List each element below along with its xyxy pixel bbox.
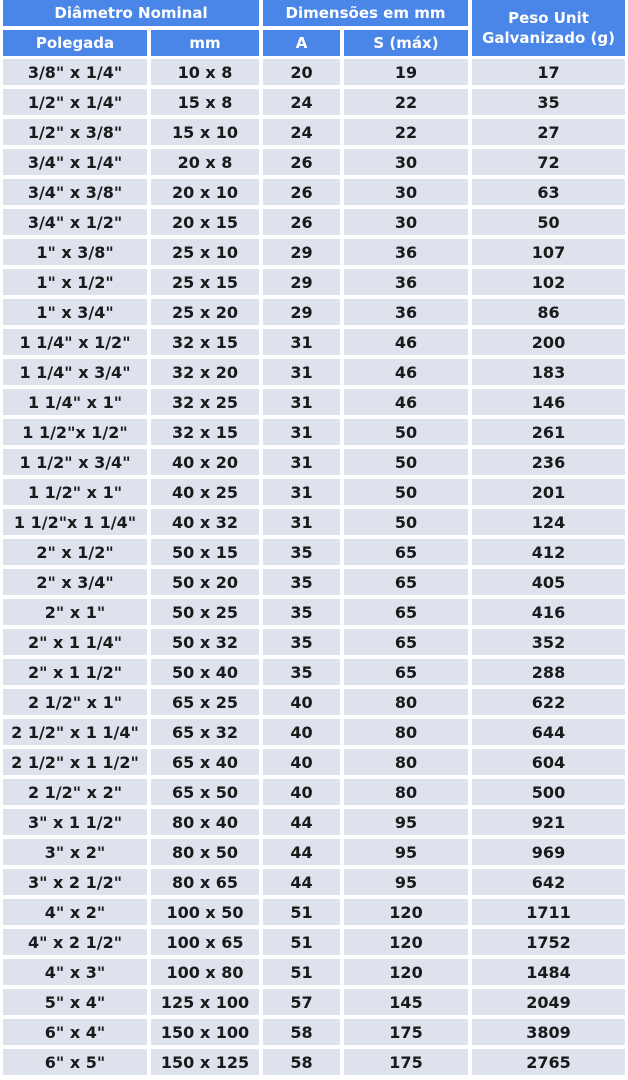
cell-peso: 200 xyxy=(472,329,625,355)
cell-polegada: 1 1/4" x 1" xyxy=(3,389,147,415)
cell-a: 31 xyxy=(263,449,340,475)
cell-mm: 65 x 50 xyxy=(151,779,259,805)
cell-mm: 65 x 40 xyxy=(151,749,259,775)
cell-polegada: 1" x 3/8" xyxy=(3,239,147,265)
cell-a: 29 xyxy=(263,239,340,265)
cell-a: 58 xyxy=(263,1019,340,1045)
cell-mm: 20 x 15 xyxy=(151,209,259,235)
cell-peso: 63 xyxy=(472,179,625,205)
cell-polegada: 1 1/4" x 1/2" xyxy=(3,329,147,355)
cell-peso: 288 xyxy=(472,659,625,685)
cell-mm: 50 x 25 xyxy=(151,599,259,625)
cell-peso: 969 xyxy=(472,839,625,865)
cell-a: 35 xyxy=(263,539,340,565)
cell-s-max: 22 xyxy=(344,89,468,115)
cell-a: 51 xyxy=(263,899,340,925)
cell-s-max: 50 xyxy=(344,509,468,535)
cell-mm: 65 x 32 xyxy=(151,719,259,745)
cell-mm: 50 x 15 xyxy=(151,539,259,565)
cell-peso: 17 xyxy=(472,59,625,85)
cell-mm: 150 x 100 xyxy=(151,1019,259,1045)
cell-s-max: 80 xyxy=(344,689,468,715)
cell-mm: 32 x 25 xyxy=(151,389,259,415)
cell-a: 31 xyxy=(263,419,340,445)
cell-mm: 10 x 8 xyxy=(151,59,259,85)
cell-mm: 80 x 40 xyxy=(151,809,259,835)
cell-s-max: 120 xyxy=(344,899,468,925)
cell-peso: 72 xyxy=(472,149,625,175)
cell-s-max: 95 xyxy=(344,869,468,895)
cell-peso: 35 xyxy=(472,89,625,115)
cell-polegada: 3" x 2 1/2" xyxy=(3,869,147,895)
cell-mm: 50 x 32 xyxy=(151,629,259,655)
cell-polegada: 4" x 2" xyxy=(3,899,147,925)
header-dimensoes: Dimensões em mm xyxy=(263,0,468,26)
cell-peso: 405 xyxy=(472,569,625,595)
cell-s-max: 65 xyxy=(344,629,468,655)
cell-polegada: 1/2" x 1/4" xyxy=(3,89,147,115)
cell-a: 40 xyxy=(263,719,340,745)
cell-peso: 604 xyxy=(472,749,625,775)
cell-polegada: 1" x 1/2" xyxy=(3,269,147,295)
cell-mm: 100 x 80 xyxy=(151,959,259,985)
cell-polegada: 3" x 2" xyxy=(3,839,147,865)
cell-mm: 80 x 50 xyxy=(151,839,259,865)
cell-polegada: 2" x 1/2" xyxy=(3,539,147,565)
cell-peso: 102 xyxy=(472,269,625,295)
cell-a: 31 xyxy=(263,329,340,355)
cell-mm: 100 x 50 xyxy=(151,899,259,925)
cell-s-max: 30 xyxy=(344,209,468,235)
cell-a: 29 xyxy=(263,269,340,295)
cell-polegada: 2 1/2" x 2" xyxy=(3,779,147,805)
cell-a: 26 xyxy=(263,179,340,205)
cell-mm: 20 x 8 xyxy=(151,149,259,175)
cell-mm: 25 x 10 xyxy=(151,239,259,265)
cell-peso: 3809 xyxy=(472,1019,625,1045)
cell-peso: 86 xyxy=(472,299,625,325)
cell-peso: 27 xyxy=(472,119,625,145)
cell-s-max: 50 xyxy=(344,479,468,505)
cell-a: 24 xyxy=(263,119,340,145)
cell-mm: 80 x 65 xyxy=(151,869,259,895)
cell-s-max: 36 xyxy=(344,239,468,265)
cell-polegada: 1 1/2" x 1" xyxy=(3,479,147,505)
cell-s-max: 30 xyxy=(344,149,468,175)
cell-polegada: 2" x 1 1/4" xyxy=(3,629,147,655)
cell-polegada: 6" x 4" xyxy=(3,1019,147,1045)
cell-mm: 40 x 25 xyxy=(151,479,259,505)
header-polegada: Polegada xyxy=(3,30,147,56)
cell-s-max: 50 xyxy=(344,419,468,445)
cell-peso: 1711 xyxy=(472,899,625,925)
cell-s-max: 30 xyxy=(344,179,468,205)
cell-mm: 32 x 20 xyxy=(151,359,259,385)
cell-a: 31 xyxy=(263,509,340,535)
cell-s-max: 120 xyxy=(344,959,468,985)
cell-a: 29 xyxy=(263,299,340,325)
cell-polegada: 2" x 1 1/2" xyxy=(3,659,147,685)
cell-a: 40 xyxy=(263,779,340,805)
cell-polegada: 3/4" x 3/8" xyxy=(3,179,147,205)
cell-peso: 622 xyxy=(472,689,625,715)
cell-polegada: 3/8" x 1/4" xyxy=(3,59,147,85)
cell-mm: 15 x 8 xyxy=(151,89,259,115)
cell-a: 51 xyxy=(263,959,340,985)
cell-polegada: 3" x 1 1/2" xyxy=(3,809,147,835)
cell-polegada: 2" x 1" xyxy=(3,599,147,625)
cell-s-max: 95 xyxy=(344,809,468,835)
cell-a: 35 xyxy=(263,659,340,685)
header-mm: mm xyxy=(151,30,259,56)
cell-a: 31 xyxy=(263,359,340,385)
cell-s-max: 65 xyxy=(344,569,468,595)
cell-polegada: 1 1/4" x 3/4" xyxy=(3,359,147,385)
cell-mm: 25 x 20 xyxy=(151,299,259,325)
cell-polegada: 1" x 3/4" xyxy=(3,299,147,325)
cell-s-max: 36 xyxy=(344,299,468,325)
cell-s-max: 46 xyxy=(344,329,468,355)
cell-peso: 500 xyxy=(472,779,625,805)
cell-peso: 183 xyxy=(472,359,625,385)
cell-a: 35 xyxy=(263,569,340,595)
cell-s-max: 19 xyxy=(344,59,468,85)
cell-s-max: 46 xyxy=(344,359,468,385)
cell-mm: 65 x 25 xyxy=(151,689,259,715)
cell-s-max: 175 xyxy=(344,1019,468,1045)
cell-peso: 921 xyxy=(472,809,625,835)
cell-s-max: 50 xyxy=(344,449,468,475)
cell-peso: 107 xyxy=(472,239,625,265)
cell-a: 20 xyxy=(263,59,340,85)
cell-a: 44 xyxy=(263,809,340,835)
cell-a: 35 xyxy=(263,629,340,655)
cell-a: 44 xyxy=(263,869,340,895)
cell-peso: 2765 xyxy=(472,1049,625,1075)
cell-peso: 642 xyxy=(472,869,625,895)
cell-polegada: 5" x 4" xyxy=(3,989,147,1015)
cell-s-max: 145 xyxy=(344,989,468,1015)
cell-mm: 125 x 100 xyxy=(151,989,259,1015)
cell-mm: 40 x 32 xyxy=(151,509,259,535)
cell-polegada: 2 1/2" x 1 1/2" xyxy=(3,749,147,775)
cell-a: 26 xyxy=(263,149,340,175)
cell-peso: 644 xyxy=(472,719,625,745)
cell-peso: 124 xyxy=(472,509,625,535)
cell-s-max: 95 xyxy=(344,839,468,865)
cell-mm: 15 x 10 xyxy=(151,119,259,145)
cell-polegada: 4" x 3" xyxy=(3,959,147,985)
cell-peso: 50 xyxy=(472,209,625,235)
cell-polegada: 2 1/2" x 1 1/4" xyxy=(3,719,147,745)
cell-polegada: 6" x 5" xyxy=(3,1049,147,1075)
cell-polegada: 4" x 2 1/2" xyxy=(3,929,147,955)
cell-a: 26 xyxy=(263,209,340,235)
cell-polegada: 1/2" x 3/8" xyxy=(3,119,147,145)
cell-mm: 50 x 40 xyxy=(151,659,259,685)
cell-mm: 40 x 20 xyxy=(151,449,259,475)
cell-peso: 236 xyxy=(472,449,625,475)
cell-peso: 412 xyxy=(472,539,625,565)
cell-a: 40 xyxy=(263,749,340,775)
cell-s-max: 65 xyxy=(344,539,468,565)
cell-s-max: 46 xyxy=(344,389,468,415)
cell-s-max: 80 xyxy=(344,779,468,805)
cell-peso: 201 xyxy=(472,479,625,505)
cell-peso: 416 xyxy=(472,599,625,625)
header-s-max: S (máx) xyxy=(344,30,468,56)
cell-peso: 352 xyxy=(472,629,625,655)
cell-peso: 1752 xyxy=(472,929,625,955)
cell-polegada: 3/4" x 1/2" xyxy=(3,209,147,235)
cell-s-max: 22 xyxy=(344,119,468,145)
cell-a: 58 xyxy=(263,1049,340,1075)
cell-polegada: 1 1/2"x 1/2" xyxy=(3,419,147,445)
cell-mm: 25 x 15 xyxy=(151,269,259,295)
header-a: A xyxy=(263,30,340,56)
cell-s-max: 80 xyxy=(344,749,468,775)
cell-mm: 32 x 15 xyxy=(151,419,259,445)
cell-peso: 261 xyxy=(472,419,625,445)
cell-s-max: 80 xyxy=(344,719,468,745)
cell-mm: 100 x 65 xyxy=(151,929,259,955)
cell-mm: 32 x 15 xyxy=(151,329,259,355)
cell-s-max: 36 xyxy=(344,269,468,295)
cell-a: 31 xyxy=(263,389,340,415)
header-peso-unit: Peso Unit Galvanizado (g) xyxy=(472,0,625,56)
cell-a: 51 xyxy=(263,929,340,955)
cell-polegada: 1 1/2" x 3/4" xyxy=(3,449,147,475)
cell-s-max: 175 xyxy=(344,1049,468,1075)
cell-mm: 50 x 20 xyxy=(151,569,259,595)
cell-a: 40 xyxy=(263,689,340,715)
cell-s-max: 65 xyxy=(344,659,468,685)
cell-peso: 2049 xyxy=(472,989,625,1015)
cell-peso: 1484 xyxy=(472,959,625,985)
cell-polegada: 3/4" x 1/4" xyxy=(3,149,147,175)
header-diametro-nominal: Diâmetro Nominal xyxy=(3,0,259,26)
cell-s-max: 65 xyxy=(344,599,468,625)
cell-a: 57 xyxy=(263,989,340,1015)
cell-peso: 146 xyxy=(472,389,625,415)
cell-polegada: 1 1/2"x 1 1/4" xyxy=(3,509,147,535)
cell-polegada: 2 1/2" x 1" xyxy=(3,689,147,715)
cell-a: 31 xyxy=(263,479,340,505)
cell-mm: 150 x 125 xyxy=(151,1049,259,1075)
cell-a: 35 xyxy=(263,599,340,625)
cell-polegada: 2" x 3/4" xyxy=(3,569,147,595)
cell-a: 44 xyxy=(263,839,340,865)
cell-a: 24 xyxy=(263,89,340,115)
cell-mm: 20 x 10 xyxy=(151,179,259,205)
cell-s-max: 120 xyxy=(344,929,468,955)
